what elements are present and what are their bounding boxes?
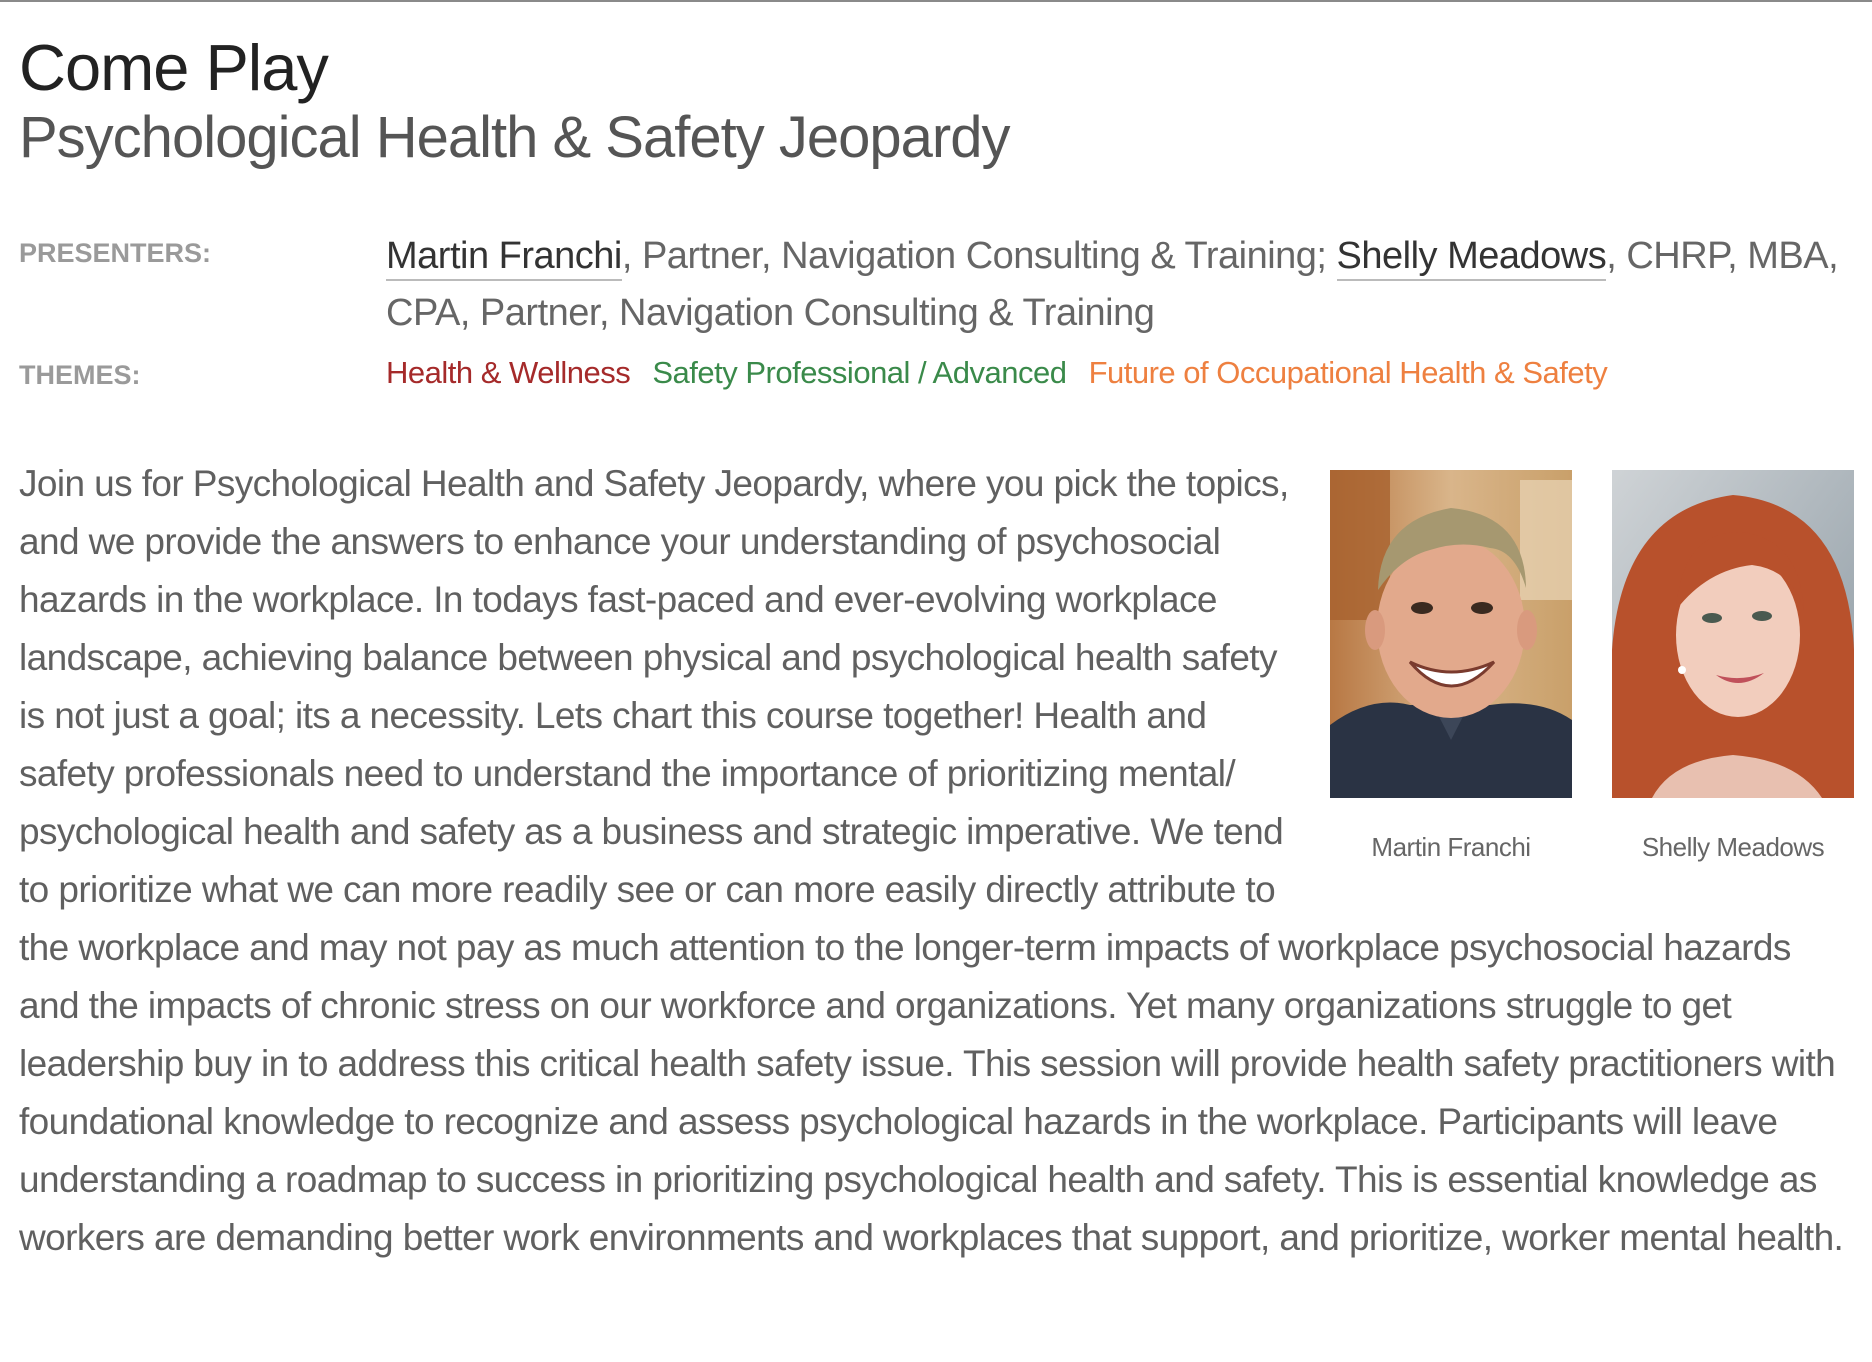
- presenter-role-1: , Partner, Navigation Consulting & Training;: [621, 235, 1337, 277]
- themes-list: [386, 355, 1621, 391]
- presenters-list: [386, 228, 1856, 342]
- description-text: Join us for Psychological Health and Safety Jeopardy, where you pick the topics, and we provide the answers to enhance your understanding of psychosocial hazards in the workplace. In todays fast-paced and ever-evolving workplace landscape, achieving balance between physical and psychological health safety is not just a goal; its a necessity. Lets chart this course together! Health and safety professionals need to understand the importance of prioritizing mental/ psychological health and safety as a business and strategic imperative. We tend to prioritize what we can more readily see or can more easily directly attribute to the workplace and may not pay as much attention to the longer-term impacts of workplace psychosocial hazards and the impacts of chronic stress on our workforce and organizations. Yet many organizations struggle to get leadership buy in to address this critical health safety issue. This session will provide health safety practitioners with foundational knowledge to recognize and assess psychological hazards in the workplace. Participants will leave understanding a roadmap to success in prioritizing psychological health and safety. This is essential knowledge as workers are demanding better work environments and workplaces that support, and prioritize, worker mental health.: [19, 463, 1844, 1258]
- presenter-link-shelly-meadows[interactable]: Shelly Meadows: [1337, 235, 1607, 281]
- presenter-role-2: , CHRP, MBA, CPA, Partner, Navigation Consulting & Training: [386, 235, 1839, 334]
- theme-tag-future-ohs[interactable]: Future of Occupational Health & Safety: [1088, 355, 1608, 390]
- themes-label: THEMES:: [19, 360, 141, 390]
- theme-tag-safety-professional[interactable]: Safety Professional / Advanced: [652, 355, 1067, 390]
- presenter-photos: [1330, 470, 1854, 890]
- presenters-label: PRESENTERS:: [19, 238, 212, 268]
- top-divider: [0, 0, 1872, 2]
- session-subtitle: Psychological Health & Safety Jeopardy: [19, 105, 1010, 170]
- theme-tag-health-wellness[interactable]: Health & Wellness: [386, 355, 631, 390]
- presenter-card-martin: [1330, 470, 1572, 876]
- presenter-photo-martin: [1330, 470, 1572, 798]
- presenter-photo-caption: Shelly Meadows: [1641, 832, 1825, 862]
- presenter-card-shelly: [1612, 470, 1854, 876]
- session-description: [19, 455, 1854, 1267]
- presenter-photo-caption: Martin Franchi: [1371, 832, 1531, 862]
- presenter-photo-shelly: [1612, 470, 1854, 798]
- session-title: Come Play: [19, 31, 328, 104]
- presenter-link-martin-franchi[interactable]: Martin Franchi: [386, 235, 622, 281]
